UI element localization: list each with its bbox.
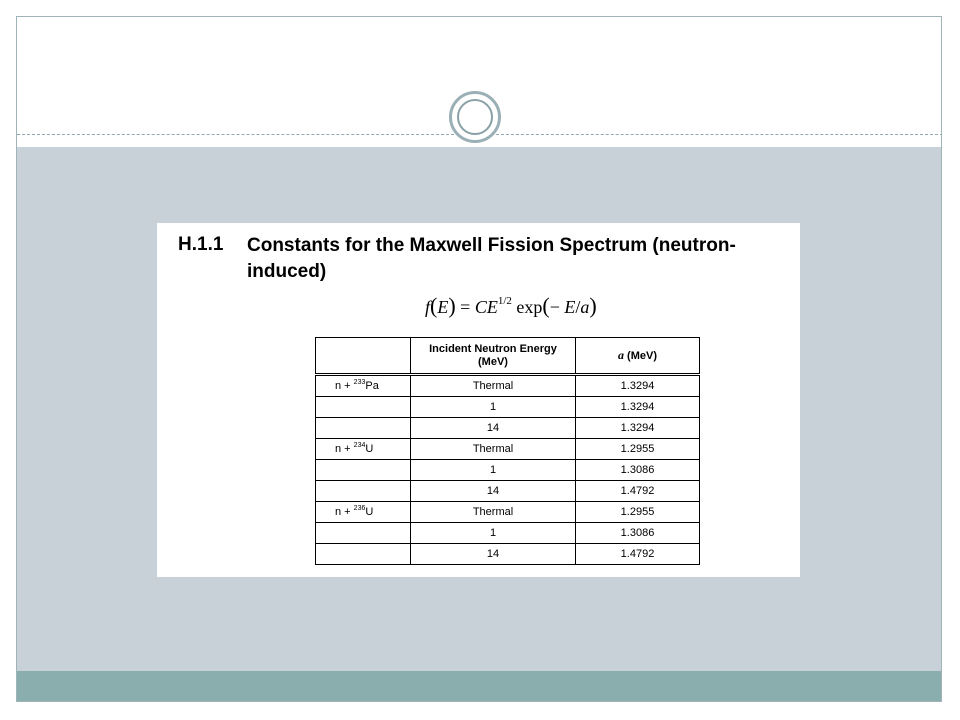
target-mass-number: 234 <box>353 442 366 449</box>
target-element: Pa <box>365 380 379 392</box>
formula-exp-var-e: E <box>564 297 576 317</box>
header-incident-energy: Incident Neutron Energy (MeV) <box>411 338 576 375</box>
cell-a-value: 1.3294 <box>576 418 700 439</box>
formula-minus: − <box>549 297 560 317</box>
cell-energy: 1 <box>411 460 576 481</box>
cell-energy: 1 <box>411 523 576 544</box>
formula-exp-paren-close: ) <box>589 293 597 318</box>
header-a-symbol: a <box>617 347 624 362</box>
maxwell-formula <box>425 293 597 320</box>
cell-target <box>316 439 411 460</box>
cell-energy: Thermal <box>411 502 576 523</box>
formula-paren-open: ( <box>430 293 438 318</box>
cell-energy: 14 <box>411 481 576 502</box>
target-element: U <box>365 506 374 518</box>
table-header-row <box>316 338 700 375</box>
circle-ornament-inner <box>457 99 493 135</box>
cell-target <box>316 397 411 418</box>
cell-a-value: 1.2955 <box>576 502 700 523</box>
table-row <box>316 460 700 481</box>
cell-a-value: 1.3086 <box>576 460 700 481</box>
table-row <box>316 502 700 523</box>
formula-equals: = <box>460 297 471 317</box>
target-prefix: n + <box>335 380 351 392</box>
cell-a-value: 1.4792 <box>576 544 700 565</box>
target-mass-number: 236 <box>353 505 366 512</box>
formula-var-e: E <box>437 297 449 317</box>
cell-energy: 14 <box>411 544 576 565</box>
formula-function: f <box>425 297 431 317</box>
table-body <box>316 375 700 565</box>
cell-a-value: 1.3294 <box>576 375 700 397</box>
formula-slash: / <box>575 297 581 317</box>
table-row <box>316 397 700 418</box>
header-target <box>316 338 411 375</box>
table-row <box>316 481 700 502</box>
cell-target <box>316 418 411 439</box>
cell-target <box>316 502 411 523</box>
cell-target <box>316 544 411 565</box>
target-element: U <box>365 443 374 455</box>
target-prefix: n + <box>335 443 351 455</box>
document-image <box>157 223 800 577</box>
cell-a-value: 1.2955 <box>576 439 700 460</box>
table-row <box>316 439 700 460</box>
circle-ornament-icon <box>449 91 501 143</box>
section-title: Constants for the Maxwell Fission Spectrum (neutron-induced) <box>247 235 736 282</box>
cell-a-value: 1.3086 <box>576 523 700 544</box>
table-row <box>316 375 700 397</box>
table-row <box>316 418 700 439</box>
formula-exponent: 1/2 <box>497 295 512 307</box>
cell-energy: 1 <box>411 397 576 418</box>
formula-var-a: a <box>580 297 590 317</box>
cell-energy: 14 <box>411 418 576 439</box>
target-mass-number: 233 <box>353 379 366 386</box>
cell-a-value: 1.3294 <box>576 397 700 418</box>
fission-constants-table <box>315 337 700 565</box>
formula-constant: CE <box>474 297 498 317</box>
slide-footer-bar <box>17 671 942 702</box>
target-prefix: n + <box>335 506 351 518</box>
formula-exp-paren-open: ( <box>542 293 550 318</box>
cell-target <box>316 481 411 502</box>
cell-target <box>316 523 411 544</box>
formula-exp: exp <box>516 297 543 317</box>
cell-target <box>316 460 411 481</box>
cell-energy: Thermal <box>411 375 576 397</box>
section-number: H.1.1 <box>178 234 224 255</box>
cell-energy: Thermal <box>411 439 576 460</box>
header-a-unit: (MeV) <box>627 349 657 362</box>
cell-target <box>316 375 411 397</box>
table-row <box>316 523 700 544</box>
table-row <box>316 544 700 565</box>
header-a <box>576 338 700 375</box>
cell-a-value: 1.4792 <box>576 481 700 502</box>
formula-paren-close: ) <box>448 293 456 318</box>
